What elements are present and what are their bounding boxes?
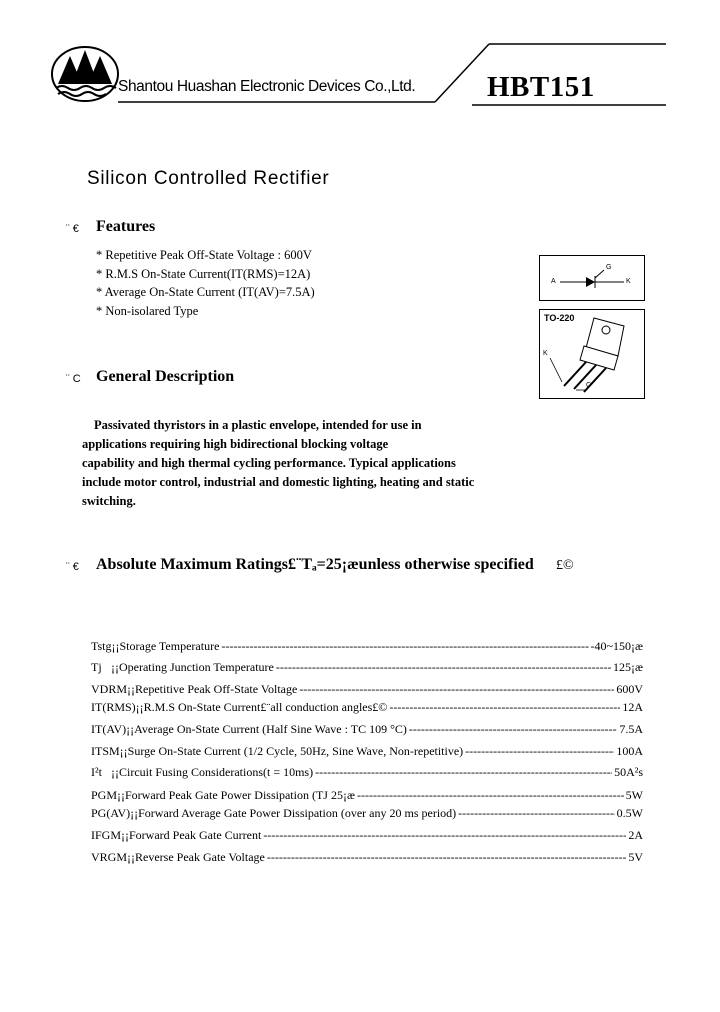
cathode-label: K	[626, 278, 631, 285]
rating-value: 50A²s	[614, 765, 643, 779]
rating-symbol: PG(AV)	[91, 806, 131, 820]
rating-symbol: VDRM	[91, 682, 128, 696]
rating-row	[91, 806, 643, 826]
leader-dots	[276, 660, 611, 675]
rating-row	[91, 639, 643, 659]
leader-dots	[221, 639, 588, 654]
leader-dots	[299, 682, 614, 697]
rating-symbol: VRGM	[91, 850, 128, 864]
section-marker: ¨ C	[66, 373, 81, 385]
rating-desc: ¡¡R.M.S On-State Current£¨all conduction angles£©	[135, 700, 388, 714]
feature-item: * R.M.S On-State Current(IT(RMS)=12A)	[96, 266, 311, 281]
rating-symbol: Tj	[91, 660, 102, 674]
description-line: Passivated thyristors in a plastic envelope, intended for use in	[94, 418, 422, 432]
rating-value: 100A	[616, 744, 643, 758]
rating-value: 12A	[622, 700, 643, 714]
features-heading: Features	[96, 218, 156, 235]
rating-desc: ¡¡Operating Junction Temperature	[111, 660, 274, 674]
rating-value: 0.5W	[616, 806, 643, 820]
rating-symbol: Tstg	[91, 639, 112, 653]
rating-symbol: IFGM	[91, 828, 122, 842]
rating-desc: ¡¡Forward Average Gate Power Dissipation (over any 20 ms period)	[130, 806, 457, 820]
rating-symbol: PGM	[91, 788, 118, 802]
rating-value: -40~150¡æ	[590, 639, 643, 653]
rating-symbol: IT(AV)	[91, 722, 127, 736]
anode-label: A	[551, 278, 556, 285]
part-number: HBT151	[487, 71, 595, 103]
feature-item: * Non-isolared Type	[96, 304, 199, 319]
rating-desc: ¡¡Repetitive Peak Off-State Voltage	[127, 682, 298, 696]
features-list	[96, 246, 315, 321]
ratings-heading-text: Absolute Maximum Ratings£¨Tₐ=25¡æunless otherwise specified	[96, 556, 534, 573]
leader-dots	[409, 722, 617, 737]
section-marker: ¨ €	[66, 223, 79, 235]
rating-row	[91, 744, 643, 764]
leader-dots	[458, 806, 615, 821]
rating-row	[91, 700, 643, 720]
rating-symbol: I²t	[91, 765, 102, 779]
company-name: Shantou Huashan Electronic Devices Co.,Ltd.	[118, 78, 416, 95]
rating-desc: ¡¡Storage Temperature	[111, 639, 220, 653]
rating-value: 2A	[628, 828, 643, 842]
ratings-heading	[96, 556, 534, 574]
rating-value: 5V	[628, 850, 643, 864]
section-marker: ¨ €	[66, 561, 79, 573]
rating-value: 125¡æ	[613, 660, 643, 674]
package-box	[539, 309, 645, 399]
to220-package-icon	[540, 310, 644, 398]
rating-value: 600V	[616, 682, 643, 696]
rating-desc: ¡¡Average On-State Current (Half Sine Wave : TC 109 °C)	[126, 722, 407, 736]
feature-item: * Average On-State Current (IT(AV)=7.5A)	[96, 285, 315, 300]
leader-dots	[315, 765, 612, 780]
leader-dots	[357, 788, 624, 803]
description-line: capability and high thermal cycling performance. Typical applications	[82, 456, 456, 470]
page-title: Silicon Controlled Rectifier	[87, 168, 330, 189]
rating-row	[91, 682, 643, 702]
ratings-heading-tail: £©	[556, 558, 574, 573]
thyristor-symbol-box	[539, 255, 645, 301]
leader-dots	[263, 828, 626, 843]
rating-desc: ¡¡Forward Peak Gate Current	[121, 828, 262, 842]
description-line: switching.	[82, 494, 136, 508]
rating-desc: ¡¡Reverse Peak Gate Voltage	[127, 850, 265, 864]
leader-dots	[267, 850, 626, 865]
rating-desc: ¡¡Circuit Fusing Considerations(t = 10ms)	[111, 765, 314, 779]
rating-desc: ¡¡Surge On-State Current (1/2 Cycle, 50Hz, Sine Wave, Non-repetitive)	[119, 744, 464, 758]
rating-value: 7.5A	[619, 722, 643, 736]
feature-item: * Repetitive Peak Off-State Voltage : 600V	[96, 248, 312, 262]
rating-symbol: IT(RMS)	[91, 700, 136, 714]
gate-label: G	[606, 264, 612, 271]
rating-symbol: ITSM	[91, 744, 120, 758]
general-heading: General Description	[96, 368, 235, 385]
rating-row	[91, 788, 643, 808]
package-label: TO-220	[544, 313, 575, 323]
leader-dots	[465, 744, 614, 759]
rating-desc: ¡¡Forward Peak Gate Power Dissipation (TJ 25¡æ	[117, 788, 355, 802]
rating-row	[91, 850, 643, 870]
rating-row	[91, 828, 643, 848]
rating-row	[91, 765, 643, 785]
rating-row	[91, 722, 643, 742]
pin-c-label: C	[586, 382, 592, 389]
rating-value: 5W	[625, 788, 643, 802]
description-line: include motor control, industrial and domestic lighting, heating and static	[82, 475, 475, 489]
rating-row	[91, 660, 643, 680]
pin-k-label: K	[543, 350, 548, 357]
leader-dots	[389, 700, 620, 715]
description-line: applications requiring high bidirectional blocking voltage	[82, 437, 389, 451]
